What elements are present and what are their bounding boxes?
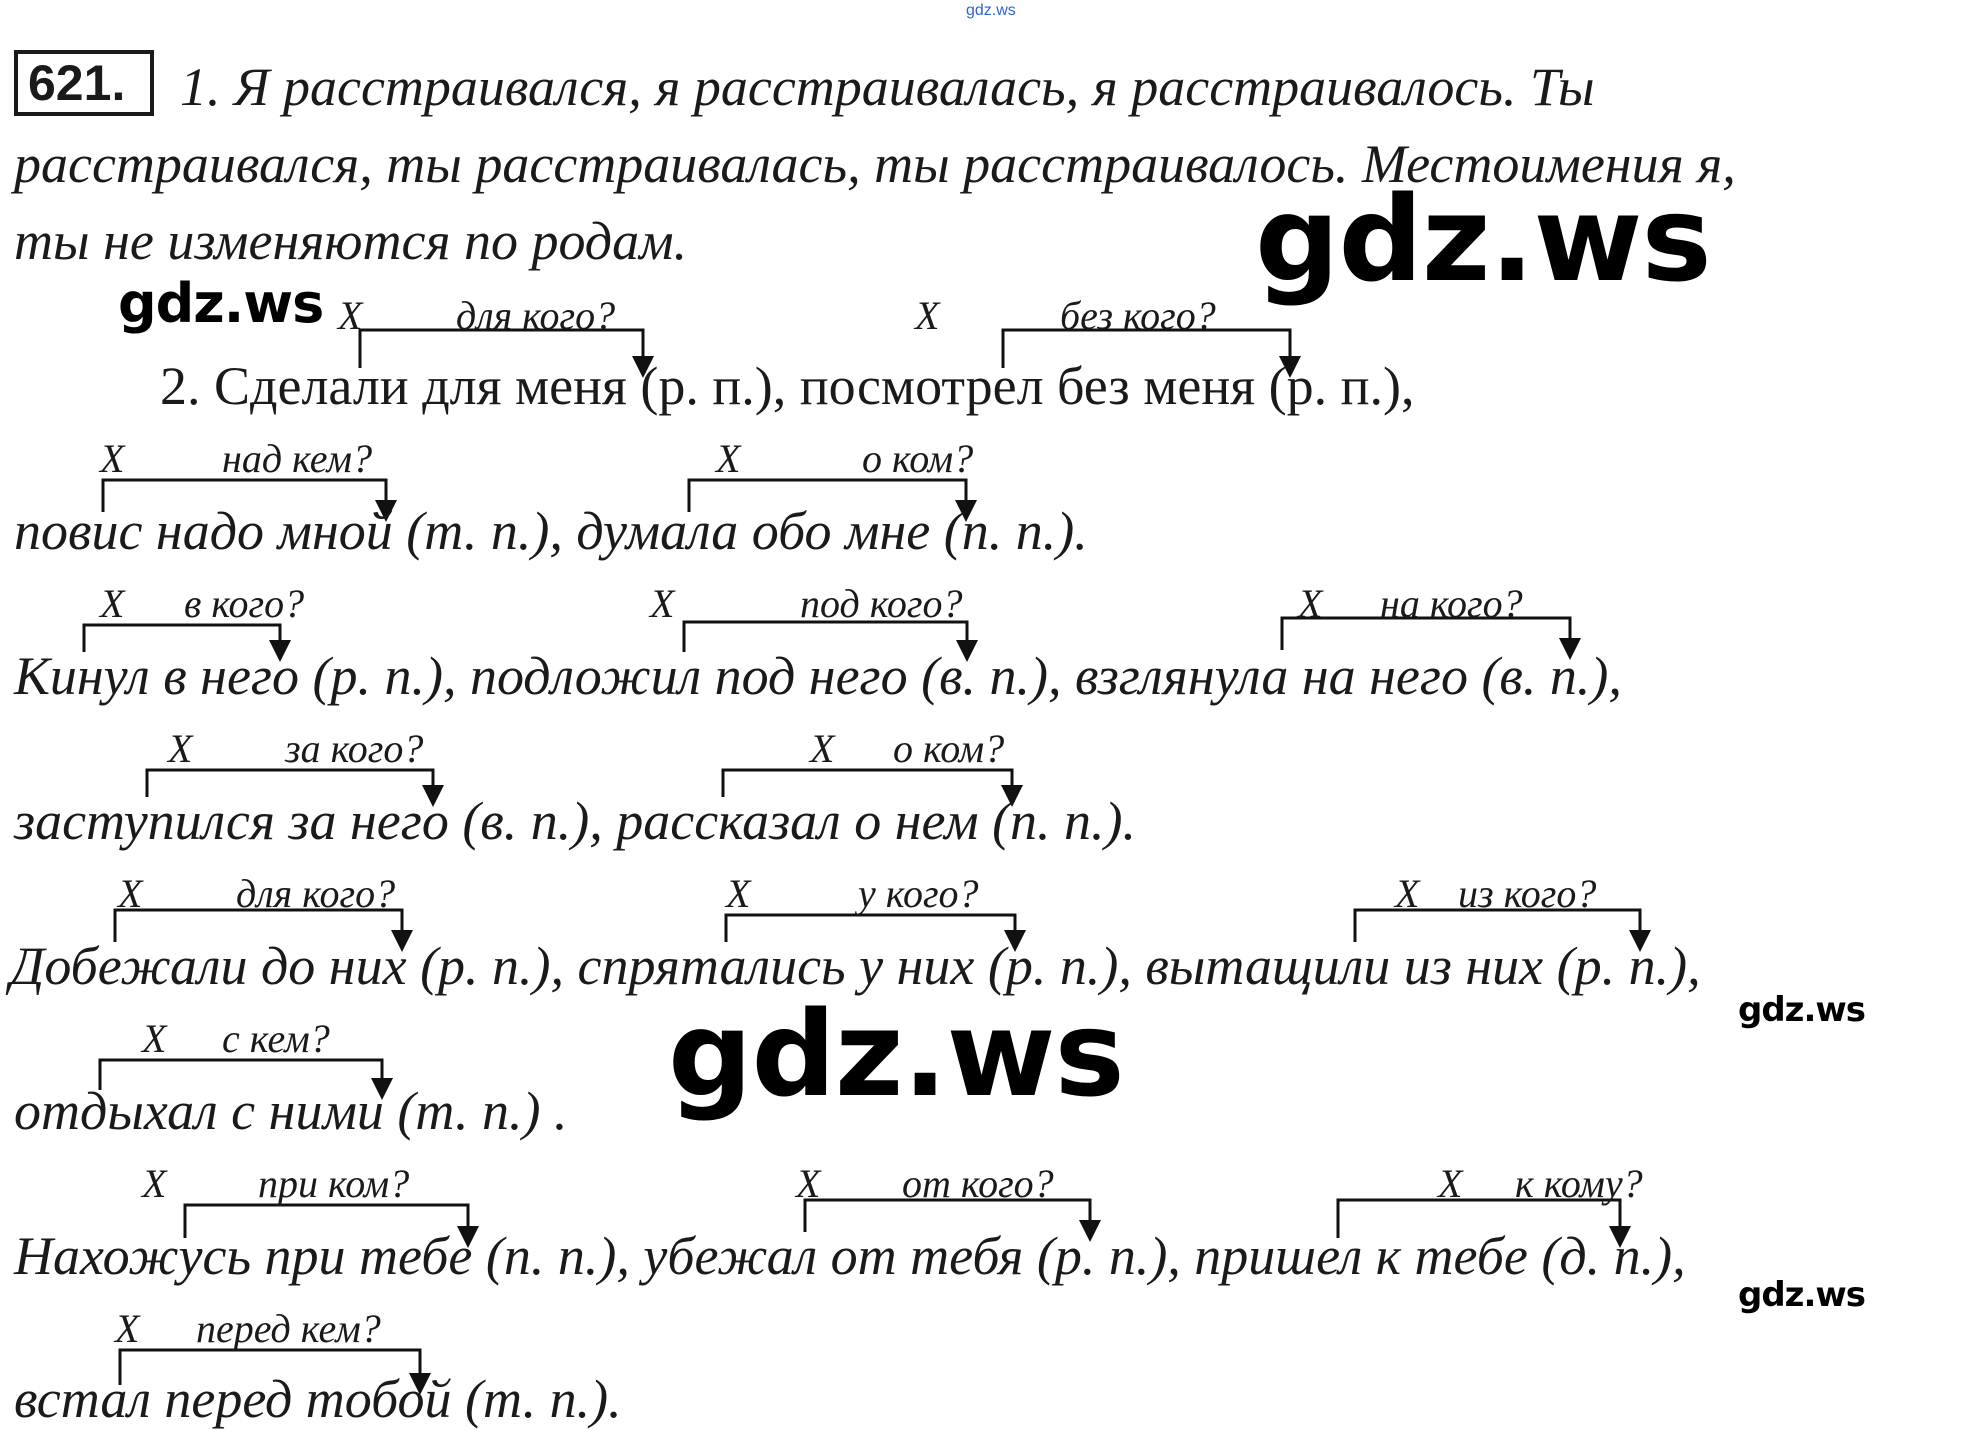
x-mark: Х xyxy=(115,1306,140,1351)
top-watermark: gdz.ws xyxy=(966,2,1016,19)
question-label: без кого? xyxy=(1060,293,1216,338)
paragraph1-line1: 1. Я расстраивался, я расстраивалась, я расстраивалось. Ты xyxy=(180,57,1595,117)
example-line: 2. Сделали для меня (р. п.), посмотрел без меня (р. п.), xyxy=(160,356,1415,416)
question-label: для кого? xyxy=(456,293,616,338)
exercise-number-dot: . xyxy=(111,55,126,111)
example-line: повис надо мной (т. п.), думала обо мне (п. п.). xyxy=(14,501,1088,561)
example-line: Кинул в него (р. п.), подложил под него (в. п.), взглянула на него (в. п.), xyxy=(14,646,1622,706)
x-mark: Х xyxy=(716,436,741,481)
example-line: отдыхал с ними (т. п.) . xyxy=(14,1081,568,1141)
question-label: от кого? xyxy=(902,1161,1054,1206)
x-mark: Х xyxy=(338,293,363,338)
question-label: за кого? xyxy=(285,726,424,771)
question-label: на кого? xyxy=(1380,581,1523,626)
watermark-medium: gdz.ws xyxy=(118,272,324,335)
x-mark: Х xyxy=(1298,581,1323,626)
x-mark: Х xyxy=(100,581,125,626)
x-mark: Х xyxy=(796,1161,821,1206)
question-label: о ком? xyxy=(862,436,974,481)
watermark-small: gdz.ws xyxy=(1738,990,1866,1030)
x-mark: Х xyxy=(168,726,193,771)
question-label: о ком? xyxy=(893,726,1005,771)
x-mark: Х xyxy=(118,871,143,916)
example-line: Добежали до них (р. п.), спрятались у них (р. п.), вытащили из них (р. п.), xyxy=(10,936,1701,996)
question-label: к кому? xyxy=(1515,1161,1643,1206)
watermark-small: gdz.ws xyxy=(1738,1275,1866,1315)
question-label: у кого? xyxy=(858,871,979,916)
x-mark: Х xyxy=(810,726,835,771)
x-mark: Х xyxy=(726,871,751,916)
x-mark: Х xyxy=(100,436,125,481)
x-mark: Х xyxy=(1438,1161,1463,1206)
exercise-number-value: 621 xyxy=(28,55,112,111)
example-line: заступился за него (в. п.), рассказал о нем (п. п.). xyxy=(14,791,1137,851)
paragraph1-line2: расстраивался, ты расстраивалась, ты расстраивалось. Местоимения я, xyxy=(14,134,1736,194)
x-mark: Х xyxy=(142,1016,167,1061)
x-mark: Х xyxy=(1395,871,1420,916)
x-mark: Х xyxy=(915,293,940,338)
question-label: под кого? xyxy=(800,581,963,626)
paragraph1-line3: ты не изменяются по родам. xyxy=(14,211,688,271)
question-label: для кого? xyxy=(236,871,396,916)
question-label: перед кем? xyxy=(196,1306,381,1351)
watermark-large: gdz.ws xyxy=(668,985,1124,1123)
question-label: над кем? xyxy=(222,436,373,481)
example-line: Нахожусь при тебе (п. п.), убежал от тебя (р. п.), пришел к тебе (д. п.), xyxy=(14,1226,1686,1286)
example-line: встал перед тобой (т. п.). xyxy=(14,1369,622,1429)
question-label: с кем? xyxy=(222,1016,330,1061)
question-label: из кого? xyxy=(1458,871,1597,916)
x-mark: Х xyxy=(142,1161,167,1206)
question-label: в кого? xyxy=(184,581,305,626)
watermark-large: gdz.ws xyxy=(1255,170,1711,308)
question-label: при ком? xyxy=(258,1161,410,1206)
x-mark: Х xyxy=(650,581,675,626)
